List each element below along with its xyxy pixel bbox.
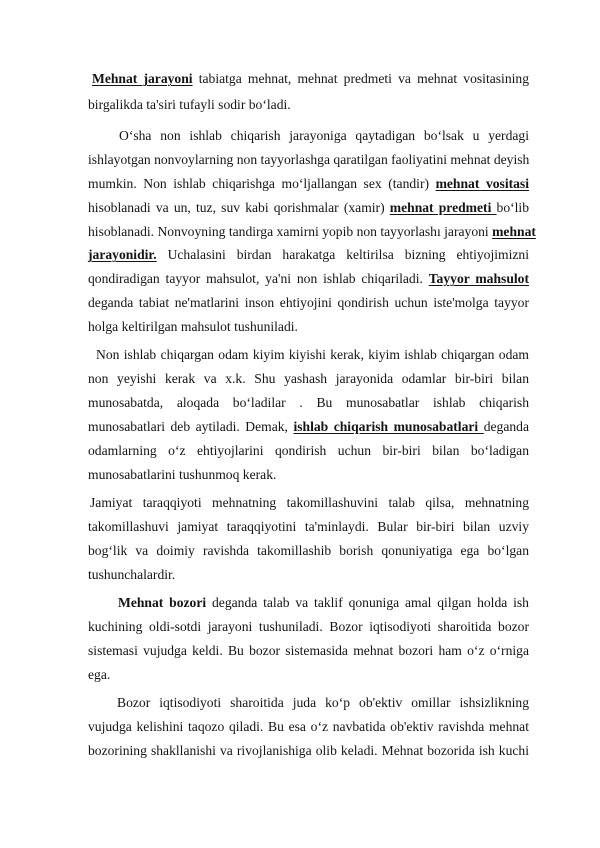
p6-line-1: Bozor iqtisodiyoti sharoitida juda ko‘p ob'ektiv omillar ishsizlikning (117, 695, 529, 710)
p5-line-4: ega. (88, 667, 111, 682)
p5-line-2: kuchining oldi-sotdi jarayoni tushuniladi. Bozor iqtisodiyoti sharoitida bozor (88, 619, 529, 634)
p3-line-5: odamlarning o‘z ehtiyojlarini qondirish uchun bir-biri bilan bo‘ladigan (88, 443, 529, 458)
term-jarayonidir: jarayonidir. (88, 247, 157, 262)
p5-line-1: Mehnat bozori deganda talab va taklif qonuniga amal qilgan holda ish (118, 595, 529, 610)
term-tayyor-mahsulot: Tayyor mahsulot (428, 271, 529, 286)
term-ishlab-chiqarish-munosabatlari: ishlab chiqarish munosabatlari (293, 419, 484, 434)
term-mehnat-jarayoni: Mehnat jarayoni (92, 71, 193, 86)
p1-line-2: birgalikda ta'siri tufayli sodir bo‘ladi. (88, 97, 291, 112)
p2-line-3: mumkin. Non ishlab chiqarishga mo‘ljallangan sex (tandir) mehnat vositasi (88, 176, 529, 191)
term-mehnat-1: mehnat (492, 224, 536, 239)
p6-line-2: vujudga kelishini taqozo qiladi. Bu esa o‘z navbatida ob'ektiv ravishda mehnat (88, 719, 529, 734)
p2-line-2: ishlayotgan nonvoylarning non tayyorlashga qaratilgan faoliyatini mehnat deyish (88, 152, 530, 167)
p3-line-1: Non ishlab chiqargan odam kiyim kiyishi kerak, kiyim ishlab chiqargan odam (96, 347, 529, 362)
p3-line-2: non yeyishi kerak va x.k. Shu yashash jarayonida odamlar bir-biri bilan (88, 371, 529, 386)
p2-line-1: O‘sha non ishlab chiqarish jarayoniga qaytadigan bo‘lsak u yerdagi (119, 128, 529, 143)
p5-line-3: sistemasi vujudga keldi. Bu bozor sistemasida mehnat bozori ham o‘z o‘rniga (88, 643, 529, 658)
p2-line-8: deganda tabiat ne'matlarini inson ehtiyojini qondirish uchun iste'molga tayyor (88, 295, 529, 310)
p4-line-4: tushunchalardir. (88, 567, 176, 582)
term-mehnat-predmeti: mehnat predmeti (389, 200, 497, 215)
p1-line-1: Mehnat jarayoni tabiatga mehnat, mehnat predmeti va mehnat vositasining (92, 71, 529, 86)
p4-line-1: Jamiyat taraqqiyoti mehnatning takomillashuvini talab qilsa, mehnatning (90, 495, 529, 510)
p3-line-6: munosabatlarini tushunmoq kerak. (88, 467, 277, 482)
p3-line-3: munosabatda, aloqada bo‘ladilar . Bu munosabatlar ishlab chiqarish (88, 395, 529, 410)
p2-line-5: hisoblanadi. Nonvoyning tandirga xamirni yopib non tayyorlashı jarayoni mehnat (88, 224, 536, 239)
p2-line-6: jarayonidir. Uchalasini birdan harakatga keltirilsa bizning ehtiyojimizni (88, 247, 529, 262)
p4-line-2: takomillashuvi jamiyat taraqqiyotini ta'minlaydi. Bular bir-biri bilan uzviy (88, 519, 529, 534)
term-mehnat-bozori: Mehnat bozori (118, 595, 207, 610)
p6-line-3: bozorining shakllanishi va rivojlanishiga olib keladi. Mehnat bozorida ish kuchi (88, 743, 529, 758)
p4-line-3: bog‘lik va doimiy ravishda takomillashib borish qonuniyatiga ega bo‘lgan (88, 543, 529, 558)
p2-line-4: hisoblanadi va un, tuz, suv kabi qorishmalar (xamir) mehnat predmeti bo‘lib (88, 200, 529, 215)
p3-line-4: munosabatlari deb aytiladi. Demak, ishlab chiqarish munosabatlari deganda (88, 419, 529, 434)
term-mehnat-vositasi: mehnat vositasi (435, 176, 529, 191)
p2-line-7: qondiradigan tayyor mahsulot, ya'ni non ishlab chiqariladi. Tayyor mahsulot (88, 271, 529, 286)
p2-line-9: holga keltirilgan mahsulot tushuniladi. (88, 319, 298, 334)
